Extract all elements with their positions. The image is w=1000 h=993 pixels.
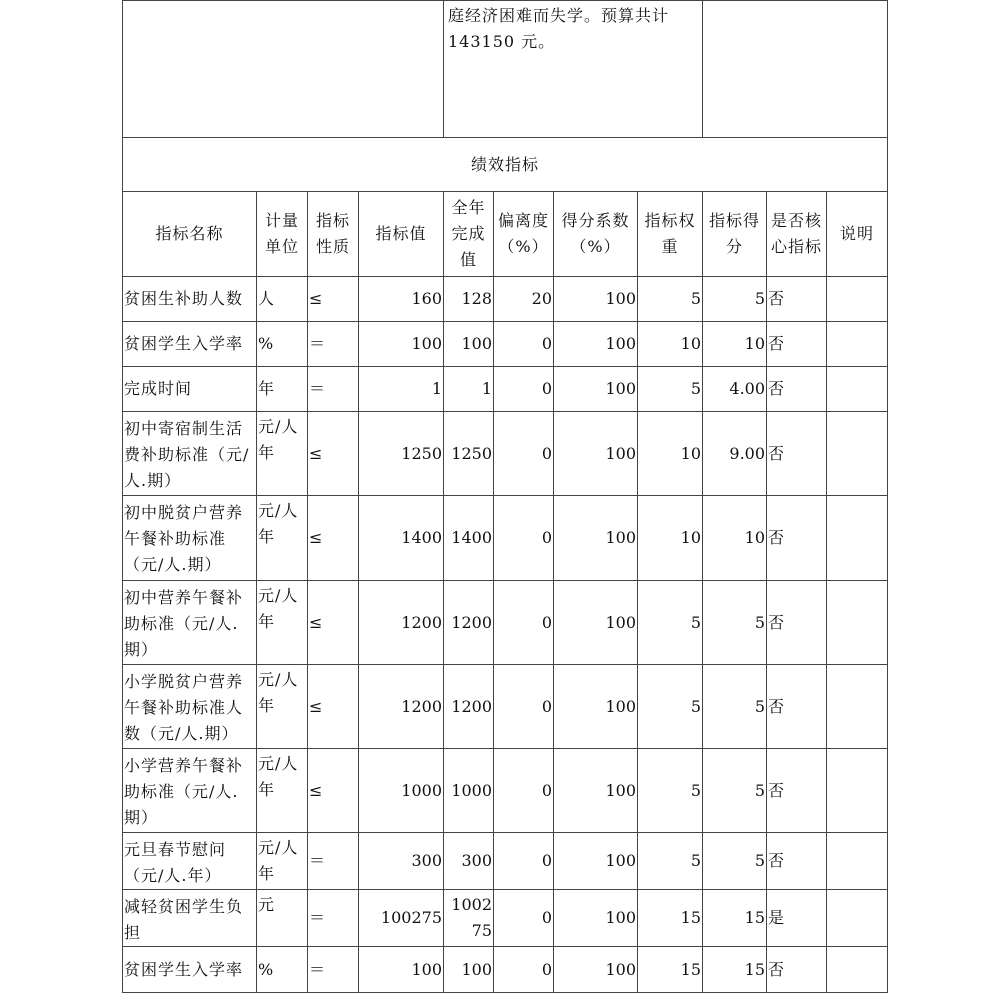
cell-unit: 元/人年 — [257, 749, 308, 833]
cell-note — [827, 749, 888, 833]
cell-deviation: 0 — [494, 496, 554, 581]
cell-score: 5 — [703, 581, 767, 665]
cell-target: 1000 — [359, 749, 444, 833]
cell-actual: 1000 — [444, 749, 494, 833]
cell-core: 是 — [767, 890, 827, 947]
cell-nature: ＝ — [308, 833, 359, 890]
cell-target: 160 — [359, 277, 444, 322]
cell-deviation: 0 — [494, 833, 554, 890]
header-name: 指标名称 — [123, 192, 257, 277]
cell-actual: 100275 — [444, 890, 494, 947]
cell-name: 贫困学生入学率 — [123, 947, 257, 993]
cell-coef: 100 — [554, 412, 638, 496]
cell-weight: 10 — [638, 412, 703, 496]
cell-note — [827, 890, 888, 947]
cell-unit: 元/人年 — [257, 833, 308, 890]
cell-weight: 10 — [638, 322, 703, 367]
cell-note — [827, 833, 888, 890]
cell-score: 5 — [703, 749, 767, 833]
cell-deviation: 0 — [494, 412, 554, 496]
cell-name: 减轻贫困学生负担 — [123, 890, 257, 947]
table-row — [123, 367, 888, 412]
cell-actual: 1200 — [444, 665, 494, 749]
cell-score: 4.00 — [703, 367, 767, 412]
cell-score: 10 — [703, 322, 767, 367]
header-weight: 指标权重 — [638, 192, 703, 277]
cell-weight: 5 — [638, 665, 703, 749]
table-row — [123, 496, 888, 581]
header-nature: 指标性质 — [308, 192, 359, 277]
cell-actual: 300 — [444, 833, 494, 890]
cell-core: 否 — [767, 749, 827, 833]
cell-coef: 100 — [554, 322, 638, 367]
cell-nature: ＝ — [308, 947, 359, 993]
cell-target: 100275 — [359, 890, 444, 947]
table-row — [123, 833, 888, 890]
table-row — [123, 890, 888, 947]
cell-coef: 100 — [554, 665, 638, 749]
cell-target: 1200 — [359, 665, 444, 749]
cell-note — [827, 322, 888, 367]
performance-table — [122, 0, 888, 993]
intro-text-line: 庭经济困难而失学。预算共计 — [448, 6, 670, 25]
header-row — [123, 192, 888, 277]
table-row — [123, 412, 888, 496]
cell-nature: ≤ — [308, 581, 359, 665]
cell-target: 1200 — [359, 581, 444, 665]
cell-deviation: 0 — [494, 367, 554, 412]
cell-weight: 5 — [638, 581, 703, 665]
cell-target: 1400 — [359, 496, 444, 581]
cell-core: 否 — [767, 496, 827, 581]
table-row — [123, 277, 888, 322]
table-row — [123, 322, 888, 367]
cell-coef: 100 — [554, 581, 638, 665]
cell-name: 贫困生补助人数 — [123, 277, 257, 322]
cell-core: 否 — [767, 277, 827, 322]
intro-text-cell — [444, 1, 703, 138]
cell-deviation: 0 — [494, 947, 554, 993]
cell-note — [827, 947, 888, 993]
cell-coef: 100 — [554, 496, 638, 581]
intro-budget-line: 143150 元。 — [448, 32, 556, 51]
section-title: 绩效指标 — [123, 138, 888, 192]
cell-coef: 100 — [554, 367, 638, 412]
cell-name: 初中脱贫户营养午餐补助标准（元/人.期） — [123, 496, 257, 581]
header-coef: 得分系数（%） — [554, 192, 638, 277]
cell-actual: 1200 — [444, 581, 494, 665]
header-deviation: 偏离度（%） — [494, 192, 554, 277]
cell-name: 小学营养午餐补助标准（元/人.期） — [123, 749, 257, 833]
cell-note — [827, 367, 888, 412]
cell-nature: ≤ — [308, 277, 359, 322]
cell-unit: 元/人年 — [257, 412, 308, 496]
cell-actual: 100 — [444, 947, 494, 993]
cell-nature: ≤ — [308, 496, 359, 581]
cell-note — [827, 665, 888, 749]
cell-actual: 100 — [444, 322, 494, 367]
cell-note — [827, 412, 888, 496]
intro-blank-cell — [123, 1, 444, 138]
cell-unit: 元 — [257, 890, 308, 947]
cell-weight: 5 — [638, 749, 703, 833]
cell-unit: 人 — [257, 277, 308, 322]
cell-name: 贫困学生入学率 — [123, 322, 257, 367]
cell-weight: 10 — [638, 496, 703, 581]
cell-core: 否 — [767, 412, 827, 496]
cell-actual: 1 — [444, 367, 494, 412]
cell-target: 1250 — [359, 412, 444, 496]
cell-actual: 128 — [444, 277, 494, 322]
cell-name: 元旦春节慰问（元/人.年） — [123, 833, 257, 890]
cell-name: 完成时间 — [123, 367, 257, 412]
table-row — [123, 749, 888, 833]
cell-weight: 5 — [638, 277, 703, 322]
cell-nature: ≤ — [308, 412, 359, 496]
cell-unit: 年 — [257, 367, 308, 412]
cell-target: 100 — [359, 947, 444, 993]
intro-right-cell — [703, 1, 888, 138]
cell-unit: 元/人年 — [257, 496, 308, 581]
header-note: 说明 — [827, 192, 888, 277]
cell-name: 小学脱贫户营养午餐补助标准人数（元/人.期） — [123, 665, 257, 749]
header-score: 指标得分 — [703, 192, 767, 277]
cell-deviation: 0 — [494, 581, 554, 665]
cell-note — [827, 496, 888, 581]
cell-score: 5 — [703, 833, 767, 890]
cell-deviation: 0 — [494, 665, 554, 749]
cell-actual: 1400 — [444, 496, 494, 581]
cell-core: 否 — [767, 947, 827, 993]
cell-target: 100 — [359, 322, 444, 367]
cell-score: 9.00 — [703, 412, 767, 496]
table-row — [123, 947, 888, 993]
cell-weight: 5 — [638, 367, 703, 412]
cell-core: 否 — [767, 322, 827, 367]
cell-nature: ＝ — [308, 367, 359, 412]
cell-unit: 元/人年 — [257, 665, 308, 749]
cell-coef: 100 — [554, 833, 638, 890]
table-row — [123, 665, 888, 749]
cell-target: 1 — [359, 367, 444, 412]
cell-unit: % — [257, 322, 308, 367]
cell-weight: 15 — [638, 890, 703, 947]
cell-core: 否 — [767, 833, 827, 890]
cell-note — [827, 277, 888, 322]
cell-score: 5 — [703, 665, 767, 749]
cell-unit: % — [257, 947, 308, 993]
cell-deviation: 20 — [494, 277, 554, 322]
cell-actual: 1250 — [444, 412, 494, 496]
cell-name: 初中营养午餐补助标准（元/人.期） — [123, 581, 257, 665]
cell-score: 10 — [703, 496, 767, 581]
header-target: 指标值 — [359, 192, 444, 277]
cell-nature: ≤ — [308, 749, 359, 833]
cell-nature: ＝ — [308, 890, 359, 947]
cell-score: 15 — [703, 890, 767, 947]
cell-note — [827, 581, 888, 665]
cell-unit: 元/人年 — [257, 581, 308, 665]
header-actual: 全年完成值 — [444, 192, 494, 277]
cell-nature: ≤ — [308, 665, 359, 749]
table-row — [123, 581, 888, 665]
cell-score: 15 — [703, 947, 767, 993]
cell-core: 否 — [767, 367, 827, 412]
cell-deviation: 0 — [494, 890, 554, 947]
cell-name: 初中寄宿制生活费补助标准（元/人.期） — [123, 412, 257, 496]
header-unit: 计量单位 — [257, 192, 308, 277]
cell-coef: 100 — [554, 947, 638, 993]
intro-row — [123, 1, 888, 138]
cell-target: 300 — [359, 833, 444, 890]
cell-deviation: 0 — [494, 749, 554, 833]
cell-deviation: 0 — [494, 322, 554, 367]
cell-weight: 5 — [638, 833, 703, 890]
cell-weight: 15 — [638, 947, 703, 993]
cell-coef: 100 — [554, 890, 638, 947]
cell-score: 5 — [703, 277, 767, 322]
cell-coef: 100 — [554, 749, 638, 833]
cell-core: 否 — [767, 665, 827, 749]
header-core: 是否核心指标 — [767, 192, 827, 277]
cell-coef: 100 — [554, 277, 638, 322]
cell-nature: ＝ — [308, 322, 359, 367]
cell-core: 否 — [767, 581, 827, 665]
